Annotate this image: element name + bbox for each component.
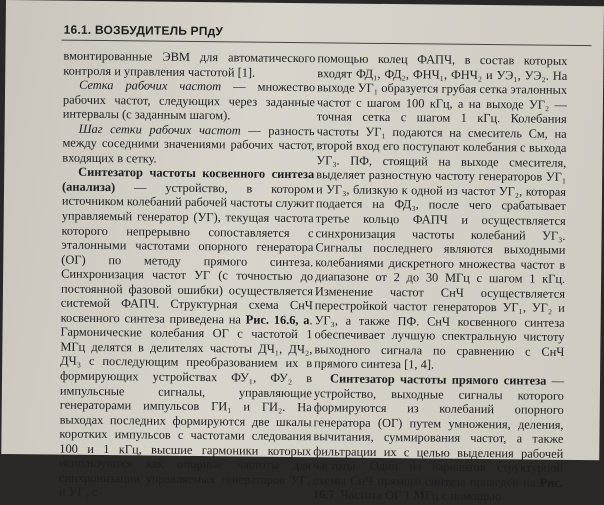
figure-reference: Рис. 16.6, а: [245, 312, 310, 328]
term-indirect-synthesizer: Синтезатор частоты косвенного синтеза (анализа): [61, 165, 315, 195]
figure-reference: Рис. 16.7: [312, 475, 564, 502]
definition-direct-synthesizer: [313, 371, 564, 505]
definition-grid-step: [62, 121, 314, 167]
definition-text: — устройство, выходные сигналы которого формируются из колебаний опорного генератора (ОГ) путем умножения, деления, вычитания, суммирования частот, а также фильтрации их с целью выделения рабочей частоты. Один из вариантов структурной схемы СнЧ прямого синтеза приведен на: [312, 373, 565, 490]
paragraph-continued: вмонтированные ЭВМ для автоматического контроля и управления частотой [1].: [63, 48, 316, 80]
term-grid-step: Шаг сетки рабочих частот: [78, 121, 241, 138]
definition-frequency-grid: [63, 78, 315, 124]
definition-text: . Частота ОГ 1 МГц с помощью: [334, 487, 502, 504]
definition-text: — разность между соседними значениями рабочих частот, входящих в сетку.: [62, 123, 315, 166]
paragraph-continued: помощью колец ФАПЧ, в состав которых входят ФД₁, ФД₂, ФНЧ₁, ФНЧ₂ и УЭ₁, УЭ₂. На выходе УГ₁ образуется грубая сетка эталонных частот с шагом 100 кГц, а на выходе УГ₂ — точная сетка с шагом 1 кГц. Колебания частоты УГ₁ подаются на смеситель См, на второй вход его поступают колебания с выхода УГ₃. ПФ, стоящий на выходе смесителя, выделяет разностную частоту генераторов УГ₁ и УГ₃, близкую к одной из частот УГ₂, которая подается на ФД₃, после чего срабатывает третье кольцо ФАПЧ и осуществляется синхронизация частоты колебаний УГ₃. Сигналы последнего являются выходными колебаниями дискретного множества частот в диапазоне от 2 до 30 МГц с шагом 1 кГц. Изменение частот СнЧ осуществляется перестройкой частот генераторов УГ₁, УГ₂ и УГ₃, а также ПФ. СнЧ косвенного синтеза обеспечивает лучшую спектральную чистоту выходного сигнала по сравнению с СнЧ прямого синтеза [1, 4].: [314, 51, 568, 372]
definition-indirect-synthesizer: [59, 165, 314, 502]
definition-text: — устройство, в котором источником колебаний рабочей частоты служит управляемый генератор (УГ), текущая частота которого непрерывно сопоставляется с эталонными частотами опорного генератора (ОГ) по методу прямого синтеза. Синхронизация частот УГ (с точностью до постоянной фазовой ошибки) осуществляется системой ФАПЧ. Структурная схема СнЧ косвенного синтеза приведена на: [60, 180, 315, 327]
definition-text: — множество рабочих частот, следующих через заданные интервалы (с заданным шагом).: [62, 79, 316, 123]
left-column: [59, 49, 316, 503]
running-header: 16.1. ВОЗБУДИТЕЛЬ РПдУ: [63, 22, 224, 39]
right-column: [313, 51, 568, 505]
header-rule: [62, 40, 592, 47]
term-frequency-grid: Сетка рабочих частот: [79, 77, 222, 94]
book-page: [1, 0, 604, 504]
definition-text: . Гармонические колебания ОГ с частотой 1 МГц делятся в делителях частоты ДЧ₁, ДЧ₂, ДЧ₃ с последующим преобразованием их в формирующих устройствах ФУ₁, ФУ₂ в импульсные сигналы, управляющие генераторами импульсов ГИ₁ и ГИ₂. На выходах последних формируются две шкалы коротких импульсов с частотами следования 100 и 1 кГц, высшие гармоники которых используются как опорные частоты для синхронизации управляемых генераторов УГ₁ и УГ₂ с: [58, 313, 313, 500]
term-direct-synthesizer: Синтезатор частоты прямого синтеза: [329, 371, 547, 388]
